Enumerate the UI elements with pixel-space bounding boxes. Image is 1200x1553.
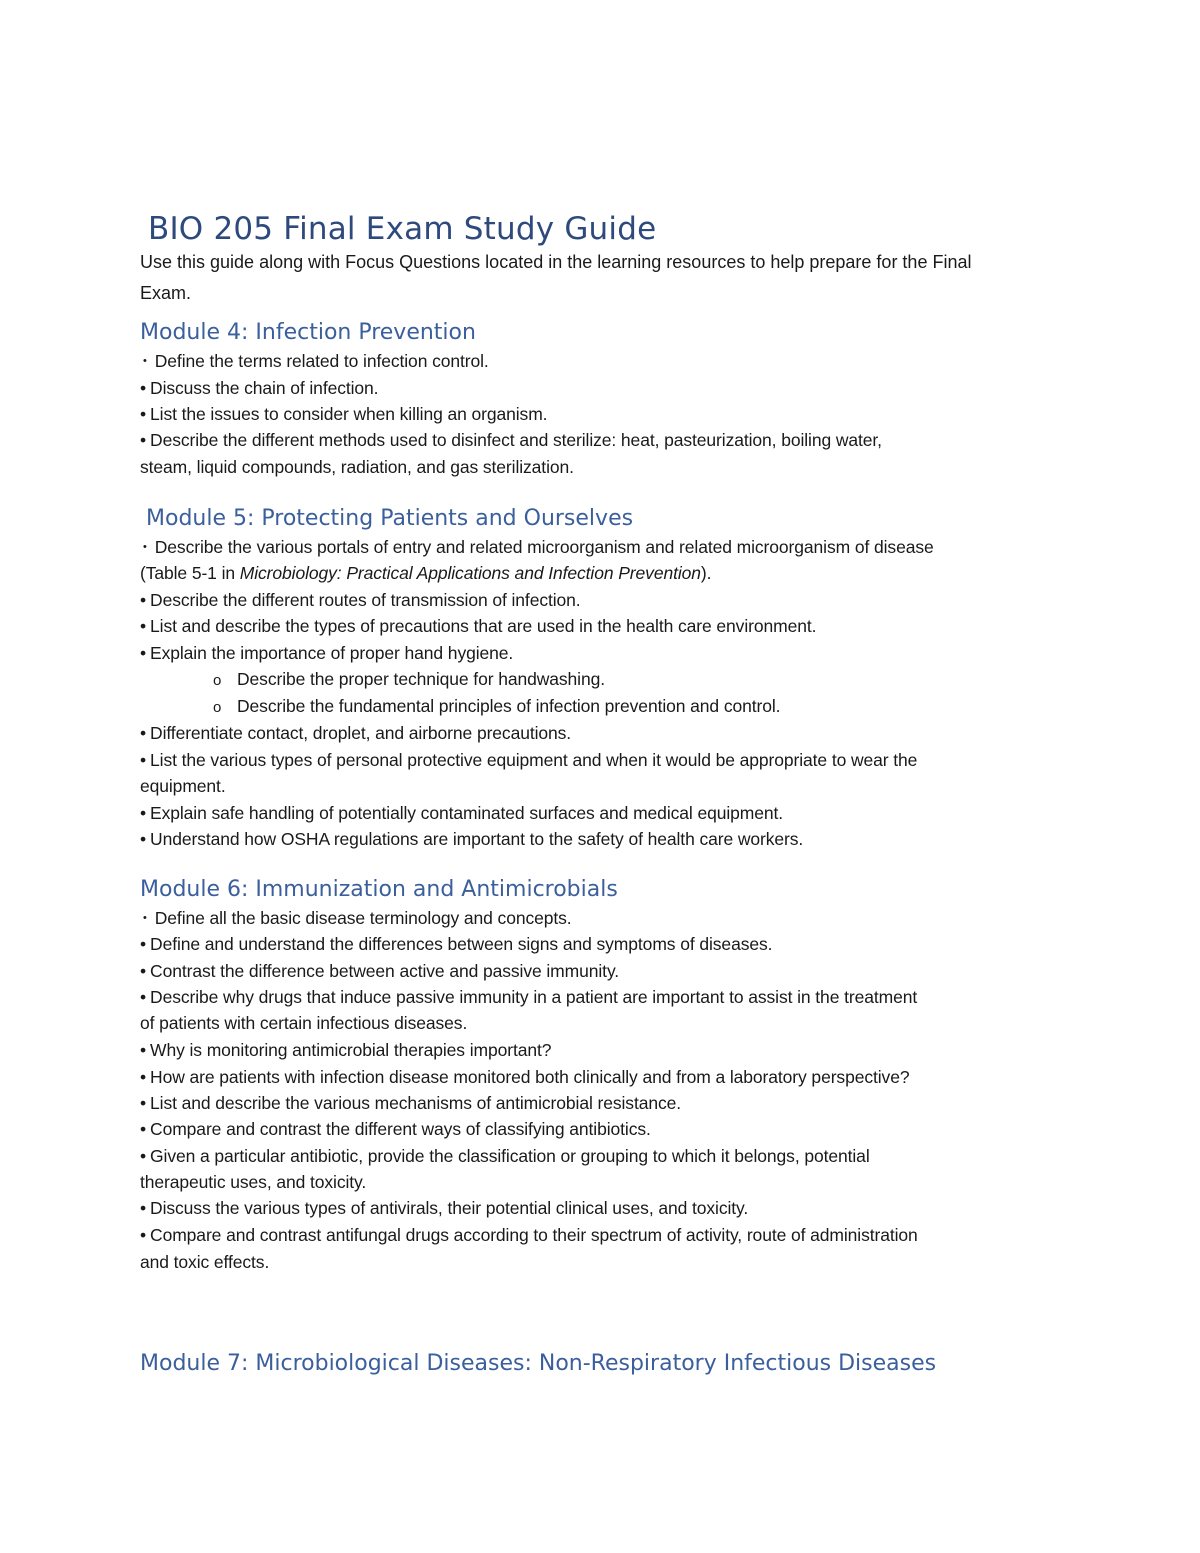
page-title: BIO 205 Final Exam Study Guide xyxy=(148,211,657,247)
list-item: • Given a particular antibiotic, provide the classification or grouping to which it belongs, potential xyxy=(140,1146,870,1166)
list-item-continuation: therapeutic uses, and toxicity. xyxy=(140,1172,367,1192)
module-7-heading: Module 7: Microbiological Diseases: Non-Respiratory Infectious Diseases xyxy=(140,1351,937,1376)
bullet-icon: • xyxy=(140,616,147,636)
bullet-icon: • xyxy=(140,1146,147,1166)
list-item-continuation: steam, liquid compounds, radiation, and gas sterilization. xyxy=(140,457,574,477)
book-title: Microbiology: Practical Applications and Infection Prevention xyxy=(239,563,701,583)
sub-bullet-icon: o xyxy=(213,672,222,689)
bullet-icon: • xyxy=(140,750,147,770)
list-item: • Discuss the chain of infection. xyxy=(140,378,379,398)
list-item-continuation: equipment. xyxy=(140,776,226,796)
bullet-icon: • xyxy=(140,987,147,1007)
intro-line-1: Use this guide along with Focus Questions located in the learning resources to help prepare for the Final xyxy=(140,252,972,272)
list-item-continuation: and toxic effects. xyxy=(140,1252,270,1272)
list-item: • Describe the different routes of transmission of infection. xyxy=(140,590,581,610)
bullet-icon: • xyxy=(140,829,147,849)
list-item: • Describe why drugs that induce passive immunity in a patient are important to assist in the treatment xyxy=(140,987,918,1007)
list-item: • Define the terms related to infection control. xyxy=(143,351,489,371)
bullet-icon: • xyxy=(140,1119,147,1139)
list-item: • Define and understand the differences between signs and symptoms of diseases. xyxy=(140,934,773,954)
bullet-icon: • xyxy=(140,1040,147,1060)
list-item: • Differentiate contact, droplet, and airborne precautions. xyxy=(140,723,572,743)
list-item: • Why is monitoring antimicrobial therapies important? xyxy=(140,1040,552,1060)
list-item-continuation: of patients with certain infectious diseases. xyxy=(140,1013,468,1033)
bullet-icon: • xyxy=(140,961,147,981)
list-item-continuation: (Table 5-1 in Microbiology: Practical Applications and Infection Prevention). xyxy=(140,563,712,583)
intro-line-2: Exam. xyxy=(140,283,192,303)
list-item: • Explain safe handling of potentially contaminated surfaces and medical equipment. xyxy=(140,803,784,823)
bullet-icon: • xyxy=(140,643,147,663)
list-item: • Explain the importance of proper hand hygiene. xyxy=(140,643,514,663)
list-item: • Describe the various portals of entry and related microorganism and related microorganism of disease xyxy=(143,537,934,557)
list-item: • Describe the different methods used to disinfect and sterilize: heat, pasteurization, boiling water, xyxy=(140,430,882,450)
sub-list-item: o Describe the fundamental principles of infection prevention and control. xyxy=(213,696,781,716)
sub-bullet-icon: o xyxy=(213,699,222,716)
bullet-icon: • xyxy=(140,404,147,424)
module-4-heading: Module 4: Infection Prevention xyxy=(140,320,476,345)
list-item: • Define all the basic disease terminology and concepts. xyxy=(143,908,572,928)
bullet-icon: • xyxy=(140,378,147,398)
list-item: • Contrast the difference between active and passive immunity. xyxy=(140,961,620,981)
module-5-heading: Module 5: Protecting Patients and Ourselves xyxy=(146,506,634,531)
module-6-heading: Module 6: Immunization and Antimicrobials xyxy=(140,877,618,902)
bullet-icon: • xyxy=(140,1225,147,1245)
list-item: • How are patients with infection disease monitored both clinically and from a laboratory perspective? xyxy=(140,1067,910,1087)
list-item: • List the issues to consider when killing an organism. xyxy=(140,404,548,424)
list-item: • List and describe the types of precautions that are used in the health care environment. xyxy=(140,616,817,636)
list-item: • Compare and contrast the different ways of classifying antibiotics. xyxy=(140,1119,651,1139)
bullet-icon: • xyxy=(140,934,147,954)
bullet-icon: • xyxy=(140,1198,147,1218)
sub-list-item: o Describe the proper technique for handwashing. xyxy=(213,669,605,689)
list-item: • List the various types of personal protective equipment and when it would be appropriate to wear the xyxy=(140,750,918,770)
list-item: • List and describe the various mechanisms of antimicrobial resistance. xyxy=(140,1093,682,1113)
bullet-icon: • xyxy=(143,355,147,367)
list-item: • Discuss the various types of antivirals, their potential clinical uses, and toxicity. xyxy=(140,1198,749,1218)
list-item: • Understand how OSHA regulations are important to the safety of health care workers. xyxy=(140,829,804,849)
bullet-icon: • xyxy=(143,541,147,553)
bullet-icon: • xyxy=(140,803,147,823)
bullet-icon: • xyxy=(140,1067,147,1087)
bullet-icon: • xyxy=(140,723,147,743)
bullet-icon: • xyxy=(140,590,147,610)
bullet-icon: • xyxy=(140,1093,147,1113)
bullet-icon: • xyxy=(143,912,147,924)
bullet-icon: • xyxy=(140,430,147,450)
list-item: • Compare and contrast antifungal drugs according to their spectrum of activity, route of administration xyxy=(140,1225,918,1245)
